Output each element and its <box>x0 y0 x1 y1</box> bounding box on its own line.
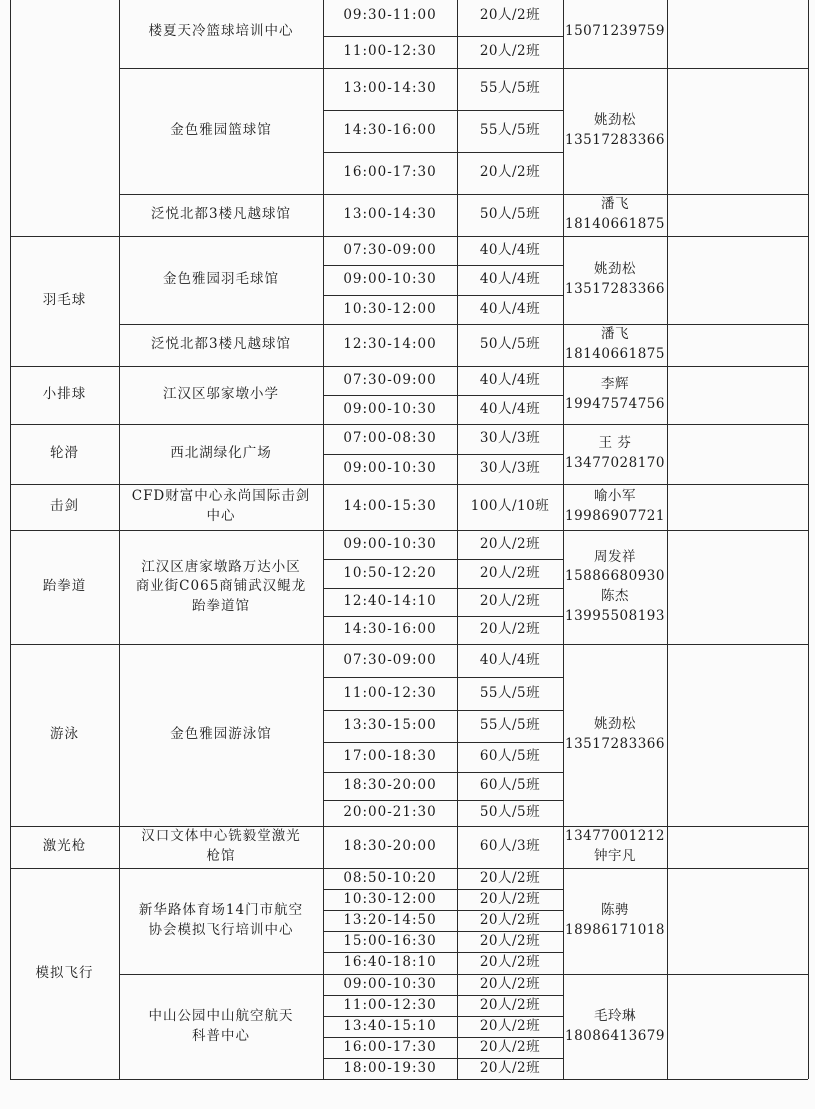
column-rule <box>119 0 120 1079</box>
session-time: 10:30-12:00 <box>343 890 437 907</box>
session-capacity: 20人/2班 <box>479 869 541 886</box>
row-rule <box>323 995 563 996</box>
session-time: 13:40-15:10 <box>343 1017 437 1034</box>
session-capacity: 60人/5班 <box>479 748 541 765</box>
session-capacity: 40人/4班 <box>479 651 541 668</box>
session-capacity: 20人/2班 <box>479 932 541 949</box>
venue-name: 西北湖绿化广场 <box>170 445 272 462</box>
session-capacity: 50人/5班 <box>479 804 541 821</box>
column-rule <box>667 0 668 1079</box>
row-rule <box>323 295 563 296</box>
session-capacity: 20人/2班 <box>479 7 541 24</box>
session-capacity: 40人/4班 <box>479 271 541 288</box>
venue-contact: 毛玲琳 18086413679 <box>565 1007 665 1044</box>
session-time: 07:00-08:30 <box>343 430 437 447</box>
venue-contact: 潘飞 18140661875 <box>565 196 665 232</box>
row-rule <box>323 742 563 743</box>
session-capacity: 20人/2班 <box>479 975 541 992</box>
session-capacity: 55人/5班 <box>479 684 541 701</box>
row-rule <box>10 1079 808 1080</box>
session-capacity: 30人/3班 <box>479 430 541 447</box>
session-capacity: 55人/5班 <box>479 122 541 139</box>
sport-name: 轮滑 <box>50 445 79 462</box>
session-capacity: 20人/2班 <box>479 911 541 928</box>
session-time: 10:30-12:00 <box>343 300 437 317</box>
sport-name: 击剑 <box>50 498 79 515</box>
session-time: 14:30-16:00 <box>343 122 437 139</box>
session-capacity: 60人/3班 <box>479 838 541 855</box>
session-capacity: 40人/4班 <box>479 300 541 317</box>
session-time: 12:40-14:10 <box>343 593 437 610</box>
session-time: 13:30-15:00 <box>343 717 437 734</box>
row-rule <box>323 110 563 111</box>
sport-name: 模拟飞行 <box>35 964 94 981</box>
row-rule <box>323 1037 563 1038</box>
sport-name <box>10 0 119 236</box>
venue-name: CFD财富中心永尚国际击剑 中心 <box>131 488 311 524</box>
session-time: 11:00-12:30 <box>343 43 437 60</box>
row-rule <box>323 1016 563 1017</box>
session-time: 14:00-15:30 <box>343 498 437 515</box>
venue-contact: 李辉 19947574756 <box>565 376 665 412</box>
session-capacity: 20人/2班 <box>479 564 541 581</box>
session-time: 11:00-12:30 <box>343 996 437 1013</box>
session-capacity: 30人/3班 <box>479 460 541 477</box>
sport-name: 激光枪 <box>42 838 87 855</box>
venue-contact: 15071239759 <box>565 23 665 40</box>
session-time: 16:40-18:10 <box>343 954 437 971</box>
row-rule <box>323 1058 563 1059</box>
venue-contact: 姚劲松 13517283366 <box>565 716 665 752</box>
session-capacity: 50人/5班 <box>479 336 541 353</box>
session-capacity: 20人/2班 <box>479 164 541 181</box>
venue-contact: 潘飞 18140661875 <box>565 326 665 362</box>
row-rule <box>323 931 563 932</box>
session-time: 15:00-16:30 <box>343 932 437 949</box>
venue-contact: 喻小军 19986907721 <box>565 488 665 524</box>
sport-name: 羽毛球 <box>42 292 87 309</box>
session-time: 14:30-16:00 <box>343 621 437 638</box>
row-rule <box>323 559 563 560</box>
row-rule <box>323 889 563 890</box>
session-capacity: 100人/10班 <box>470 498 550 515</box>
session-time: 17:00-18:30 <box>343 748 437 765</box>
column-rule <box>808 0 809 1079</box>
venue-name: 江汉区邬家墩小学 <box>163 386 279 403</box>
session-time: 13:20-14:50 <box>343 911 437 928</box>
venue-name: 汉口文体中心铣毅堂激光 枪馆 <box>141 828 301 864</box>
session-time: 09:00-10:30 <box>343 460 437 477</box>
session-capacity: 55人/5班 <box>479 717 541 734</box>
session-capacity: 50人/5班 <box>479 206 541 223</box>
venue-name: 金色雅园游泳馆 <box>170 726 272 743</box>
session-capacity: 40人/4班 <box>479 241 541 258</box>
venue-name: 金色雅园羽毛球馆 <box>163 271 279 288</box>
venue-name: 江汉区唐家墩路万达小区 商业街C065商铺武汉鲲龙 跆拳道馆 <box>135 558 307 614</box>
venue-contact: 13477001212 钟宇凡 <box>565 828 665 864</box>
venue-name: 金色雅园篮球馆 <box>170 122 272 139</box>
session-time: 16:00-17:30 <box>343 1038 437 1055</box>
venue-contact: 王 芬 13477028170 <box>565 435 665 471</box>
session-time: 09:00-10:30 <box>343 535 437 552</box>
session-time: 16:00-17:30 <box>343 164 437 181</box>
sport-name: 跆拳道 <box>42 578 87 595</box>
row-rule <box>323 710 563 711</box>
session-time: 20:00-21:30 <box>343 804 437 821</box>
row-rule <box>323 772 563 773</box>
session-time: 18:30-20:00 <box>343 838 437 855</box>
sport-name: 游泳 <box>50 726 79 743</box>
session-capacity: 20人/2班 <box>479 593 541 610</box>
session-time: 07:30-09:00 <box>343 371 437 388</box>
session-capacity: 20人/2班 <box>479 1017 541 1034</box>
row-rule <box>323 395 563 396</box>
session-time: 13:00-14:30 <box>343 206 437 223</box>
session-time: 18:30-20:00 <box>343 777 437 794</box>
session-time: 18:00-19:30 <box>343 1059 437 1076</box>
session-time: 13:00-14:30 <box>343 80 437 97</box>
session-capacity: 20人/2班 <box>479 43 541 60</box>
session-capacity: 20人/2班 <box>479 1059 541 1076</box>
row-rule <box>323 36 563 37</box>
session-time: 09:00-10:30 <box>343 271 437 288</box>
session-capacity: 20人/2班 <box>479 954 541 971</box>
venue-contact: 陈骋 18986171018 <box>565 902 665 938</box>
session-capacity: 60人/5班 <box>479 777 541 794</box>
venue-contact: 姚劲松 13517283366 <box>565 112 665 148</box>
venue-name: 楼夏天冷篮球培训中心 <box>148 23 294 40</box>
row-rule <box>323 152 563 153</box>
session-time: 11:00-12:30 <box>343 684 437 701</box>
venue-contact: 周发祥 15886680930 陈杰 13995508193 <box>565 548 665 624</box>
sport-name: 小排球 <box>42 386 87 403</box>
session-time: 07:30-09:00 <box>343 651 437 668</box>
venue-name: 泛悦北都3楼凡越球馆 <box>150 206 292 223</box>
row-rule <box>323 910 563 911</box>
row-rule <box>323 616 563 617</box>
row-rule <box>323 588 563 589</box>
session-time: 09:00-10:30 <box>343 975 437 992</box>
session-capacity: 20人/2班 <box>479 996 541 1013</box>
row-rule <box>323 265 563 266</box>
row-rule <box>323 454 563 455</box>
session-time: 08:50-10:20 <box>343 869 437 886</box>
session-time: 09:30-11:00 <box>343 7 437 24</box>
session-capacity: 40人/4班 <box>479 371 541 388</box>
session-capacity: 20人/2班 <box>479 1038 541 1055</box>
session-capacity: 55人/5班 <box>479 80 541 97</box>
venue-name: 中山公园中山航空航天 科普中心 <box>148 1007 294 1044</box>
session-capacity: 40人/4班 <box>479 400 541 417</box>
session-time: 09:00-10:30 <box>343 400 437 417</box>
session-capacity: 20人/2班 <box>479 890 541 907</box>
row-rule <box>323 677 563 678</box>
venue-name: 新华路体育场14门市航空 协会模拟飞行培训中心 <box>138 902 304 938</box>
venue-name: 泛悦北都3楼凡越球馆 <box>150 336 292 353</box>
session-capacity: 20人/2班 <box>479 535 541 552</box>
session-time: 12:30-14:00 <box>343 336 437 353</box>
session-capacity: 20人/2班 <box>479 621 541 638</box>
row-rule <box>323 952 563 953</box>
venue-contact: 姚劲松 13517283366 <box>565 261 665 297</box>
session-time: 10:50-12:20 <box>343 564 437 581</box>
row-rule <box>323 800 563 801</box>
session-time: 07:30-09:00 <box>343 241 437 258</box>
